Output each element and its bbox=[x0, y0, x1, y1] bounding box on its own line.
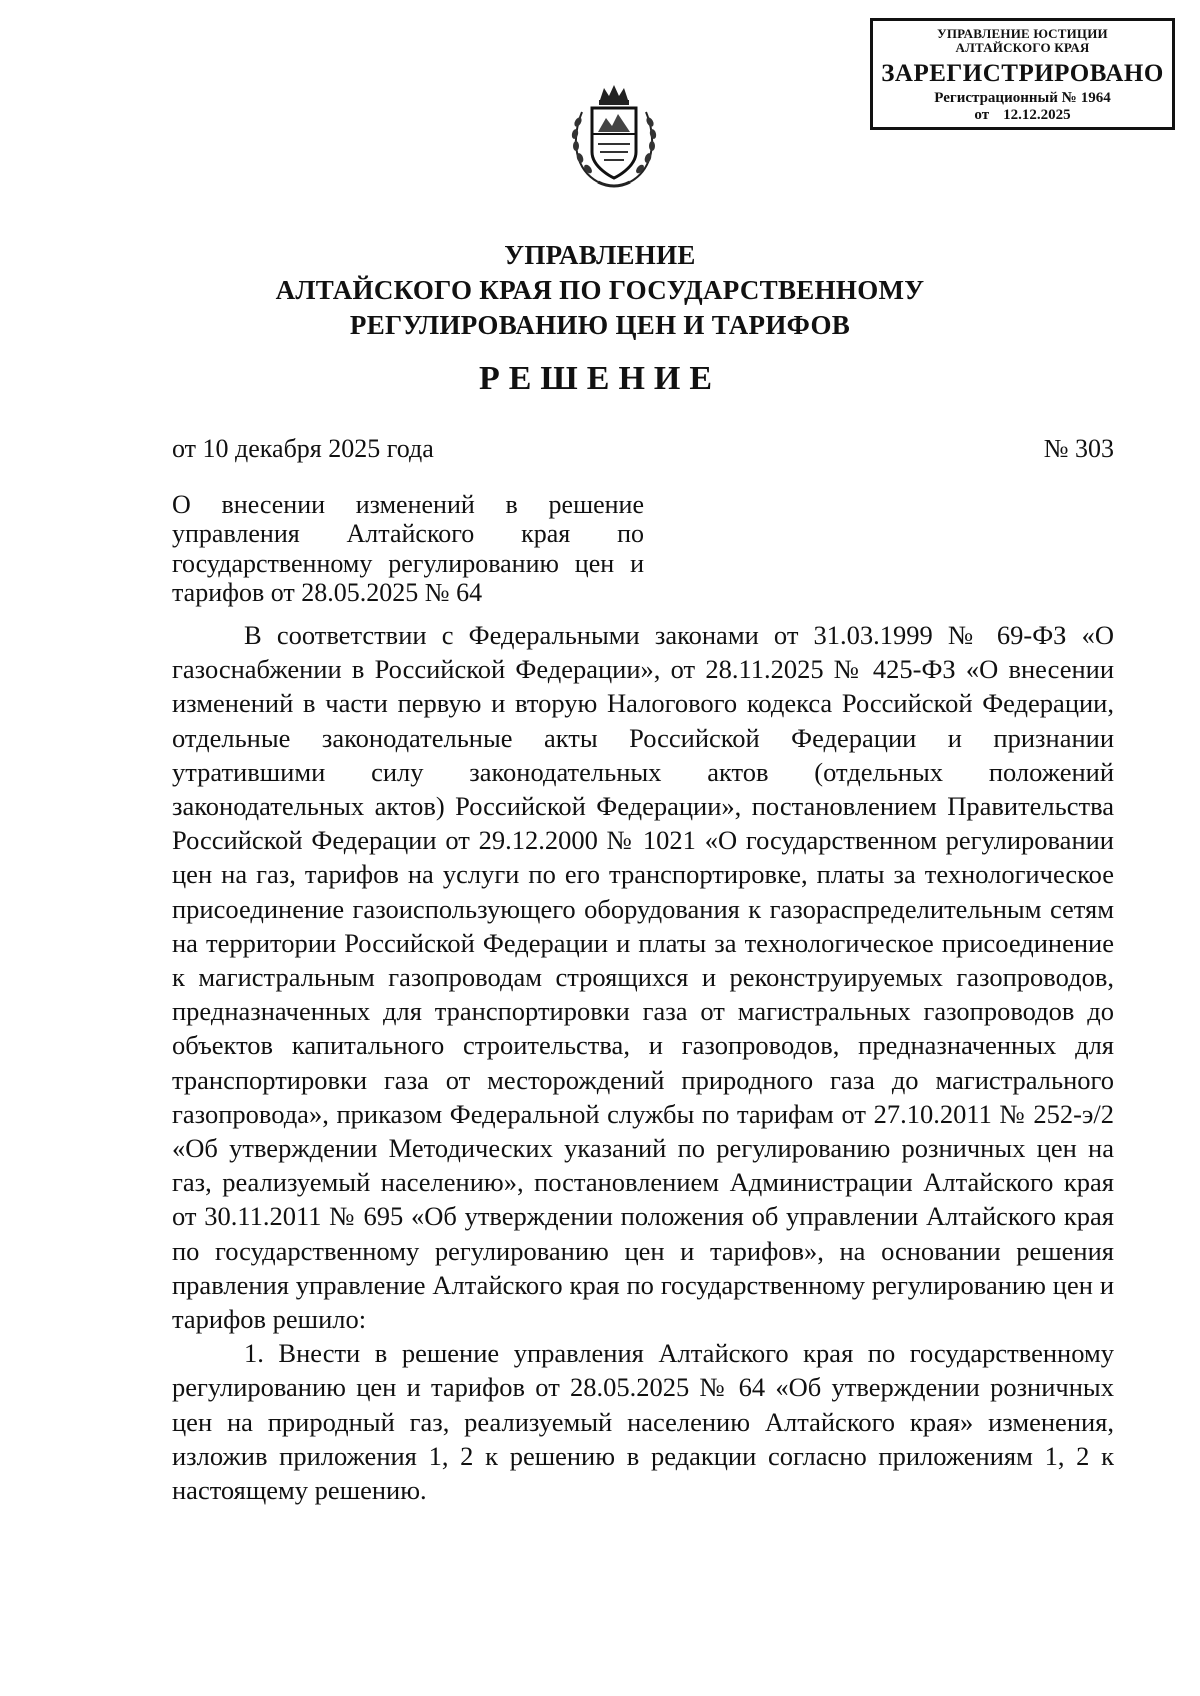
preamble-paragraph: В соответствии с Федеральными законами от 31.03.1999 № 69-ФЗ «О газоснабжении в Российской Федерации», от 28.11.2025 № 425-ФЗ «О внесении изменений в части первую и вторую Налогового кодекса Российской Федерации, отдельные законодательные акты Российской Федерации и признании утратившими силу законодательных актов (отдельных положений законодательных актов) Российской Федерации», постановлением Правительства Российской Федерации от 29.12.2000 № 1021 «О государственном регулировании цен на газ, тарифов на услуги по его транспортировке, платы за технологическое присоединение газоиспользующего оборудования к газораспределительным сетям на территории Российской Федерации и платы за технологическое присоединение к магистральным газопроводам строящихся и реконструируемых газопроводов, предназначенных для транспортировки газа от магистральных газопроводов до объектов капитального строительства, и газопроводов, предназначенных для транспортировки газа от месторождений природного газа до магистрального газопровода», приказом Федеральной службы по тарифам от 27.10.2011 № 252-э/2 «Об утверждении Методических указаний по регулированию розничных цен на газ, реализуемый населению», постановлением Администрации Алтайского края от 30.11.2011 № 695 «Об утверждении положения об управлении Алтайского края по государственному регулированию цен и тарифов», на основании решения правления управление Алтайского края по государственному регулированию цен и тарифов решило: bbox=[172, 620, 1114, 1335]
point-1-paragraph: 1. Внести в решение управления Алтайского края по государственному регулированию цен и тарифов от 28.05.2025 № 64 «Об утверждении розничных цен на природный газ, реализуемый населению Алтайского края» изменения, изложив приложения 1, 2 к решению в редакции согласно приложениям 1, 2 к настоящему решению. bbox=[172, 1338, 1114, 1506]
stamp-date: 12.12.2025 bbox=[1003, 106, 1071, 123]
document-subject: О внесении изменений в решение управления Алтайского края по государственному регулированию цен и тарифов от 28.05.2025 № 64 bbox=[172, 490, 644, 608]
stamp-reg-number: 1964 bbox=[1080, 90, 1111, 107]
stamp-date-label: от bbox=[974, 106, 990, 123]
issuer-header bbox=[0, 238, 1200, 343]
issuer-line3: РЕГУЛИРОВАНИЮ ЦЕН И ТАРИФОВ bbox=[349, 310, 851, 341]
stamp-date-line bbox=[873, 107, 1172, 124]
document-body bbox=[172, 618, 1114, 1507]
issuer-line2: АЛТАЙСКОГО КРАЯ ПО ГОСУДАРСТВЕННОМУ bbox=[275, 275, 925, 306]
document-date: от 10 декабря 2025 года bbox=[172, 434, 434, 463]
stamp-status: ЗАРЕГИСТРИРОВАНО bbox=[881, 59, 1164, 87]
stamp-reg-line bbox=[873, 90, 1172, 107]
stamp-reg-label: Регистрационный № bbox=[934, 90, 1077, 107]
date-number-row bbox=[172, 434, 1114, 464]
registration-stamp bbox=[870, 18, 1175, 130]
stamp-org-line1: УПРАВЛЕНИЕ ЮСТИЦИИ bbox=[937, 26, 1108, 41]
document-type-title: РЕШЕНИЕ bbox=[478, 360, 722, 397]
document-number: № 303 bbox=[1043, 434, 1114, 463]
stamp-org-line2: АЛТАЙСКОГО КРАЯ bbox=[955, 40, 1090, 56]
altai-krai-coat-of-arms-icon bbox=[568, 82, 660, 192]
issuer-line1: УПРАВЛЕНИЕ bbox=[504, 240, 696, 270]
